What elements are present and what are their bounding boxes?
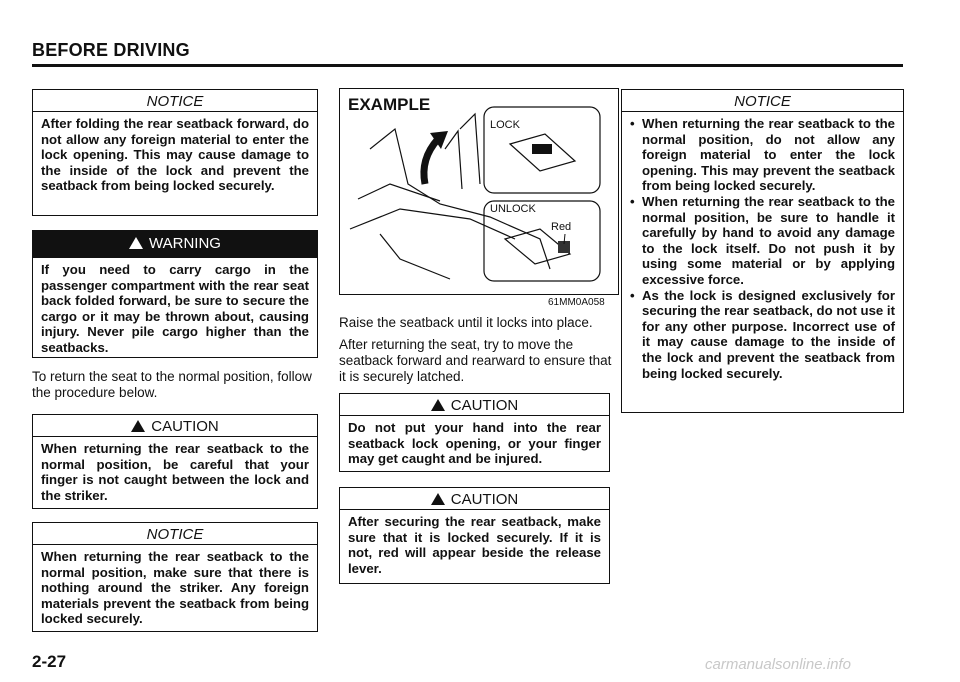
warning-caption: WARNING	[149, 235, 221, 252]
notice-caption: NOTICE	[33, 523, 317, 545]
caution-caption-row	[340, 488, 609, 510]
seat-illustration	[340, 89, 619, 295]
page-header: BEFORE DRIVING	[32, 40, 190, 60]
caution-caption: CAUTION	[450, 397, 519, 414]
watermark-text: carmanualsonline.info	[705, 656, 851, 673]
notice-box-folding	[32, 89, 318, 216]
notice-box-striker	[32, 522, 318, 632]
unlock-label: UNLOCK	[490, 203, 536, 215]
intro-paragraph: To return the seat to the normal position, follow the procedure below.	[32, 369, 312, 400]
notice-text: After folding the rear seatback forward, do not allow any foreign material to enter the lock opening. This may cause damage to the inside of the lock and prevent the seatback from being locked securely.	[41, 116, 309, 194]
caution-text: Do not put your hand into the rear seatback lock opening, or your finger may get caught and be injured.	[348, 420, 601, 467]
caution-triangle-icon	[431, 493, 445, 505]
seat-lock-figure	[339, 88, 619, 295]
figure-code: 61MM0A058	[548, 297, 605, 308]
warning-caption-bar	[33, 231, 317, 258]
warning-triangle-icon	[129, 237, 143, 249]
warning-box	[32, 230, 318, 358]
caution-caption: CAUTION	[450, 491, 519, 508]
caution-text: When returning the rear seatback to the normal position, be careful that your finger is not caught between the lock and the striker.	[41, 441, 309, 503]
notice-box-lock-use	[621, 89, 904, 413]
notice-list-body	[622, 112, 903, 385]
raise-paragraph: Raise the seatback until it locks into place.	[339, 315, 593, 330]
caution-triangle-icon	[131, 420, 145, 432]
after-returning-paragraph: After returning the seat, try to move the seatback forward and rearward to ensure that it is securely latched.	[339, 337, 612, 384]
caution-caption: CAUTION	[151, 418, 219, 435]
notice-caption: NOTICE	[33, 90, 317, 112]
caution-triangle-icon	[431, 399, 445, 411]
caution-box-red	[339, 487, 610, 584]
notice-text: When returning the rear seatback to the normal position, make sure that there is nothing around the striker. Any foreign materials prevent the seatback from being locked securely.	[41, 549, 309, 627]
figure-title: EXAMPLE	[348, 95, 431, 114]
page-number: 2-27	[32, 652, 67, 671]
caution-caption-row	[340, 394, 609, 416]
caution-caption-row	[33, 415, 317, 437]
caution-text: After securing the rear seatback, make sure that it is locked securely. If it is not, red will appear beside the release lever.	[348, 514, 601, 576]
notice-bullet-list	[630, 116, 895, 381]
notice-caption: NOTICE	[622, 90, 903, 112]
list-item: • When returning the rear seatback to the normal position, be sure to handle it carefully by hand to avoid any damage to the lock itself. Do not push it by using some material or by applying excessive force.	[630, 194, 895, 288]
lock-label: LOCK	[490, 119, 520, 131]
caution-box-hand	[339, 393, 610, 472]
header-rule	[32, 64, 903, 67]
warning-text: If you need to carry cargo in the passenger compartment with the rear seat back folded forward, be sure to secure the cargo or it may be thrown about, causing injury. Never pile cargo higher than the seatbacks.	[41, 262, 309, 355]
caution-box-finger	[32, 414, 318, 509]
red-label: Red	[551, 221, 572, 233]
list-item: • When returning the rear seatback to the normal position, do not allow any foreign material to enter the lock opening. This may prevent the seatback from being locked securely.	[630, 116, 895, 194]
list-item: • As the lock is designed exclusively for securing the rear seatback, do not use it for any other purpose. Incorrect use of it may cause damage to the inside of the lock and prevent the seatback from being locked securely.	[630, 288, 895, 382]
